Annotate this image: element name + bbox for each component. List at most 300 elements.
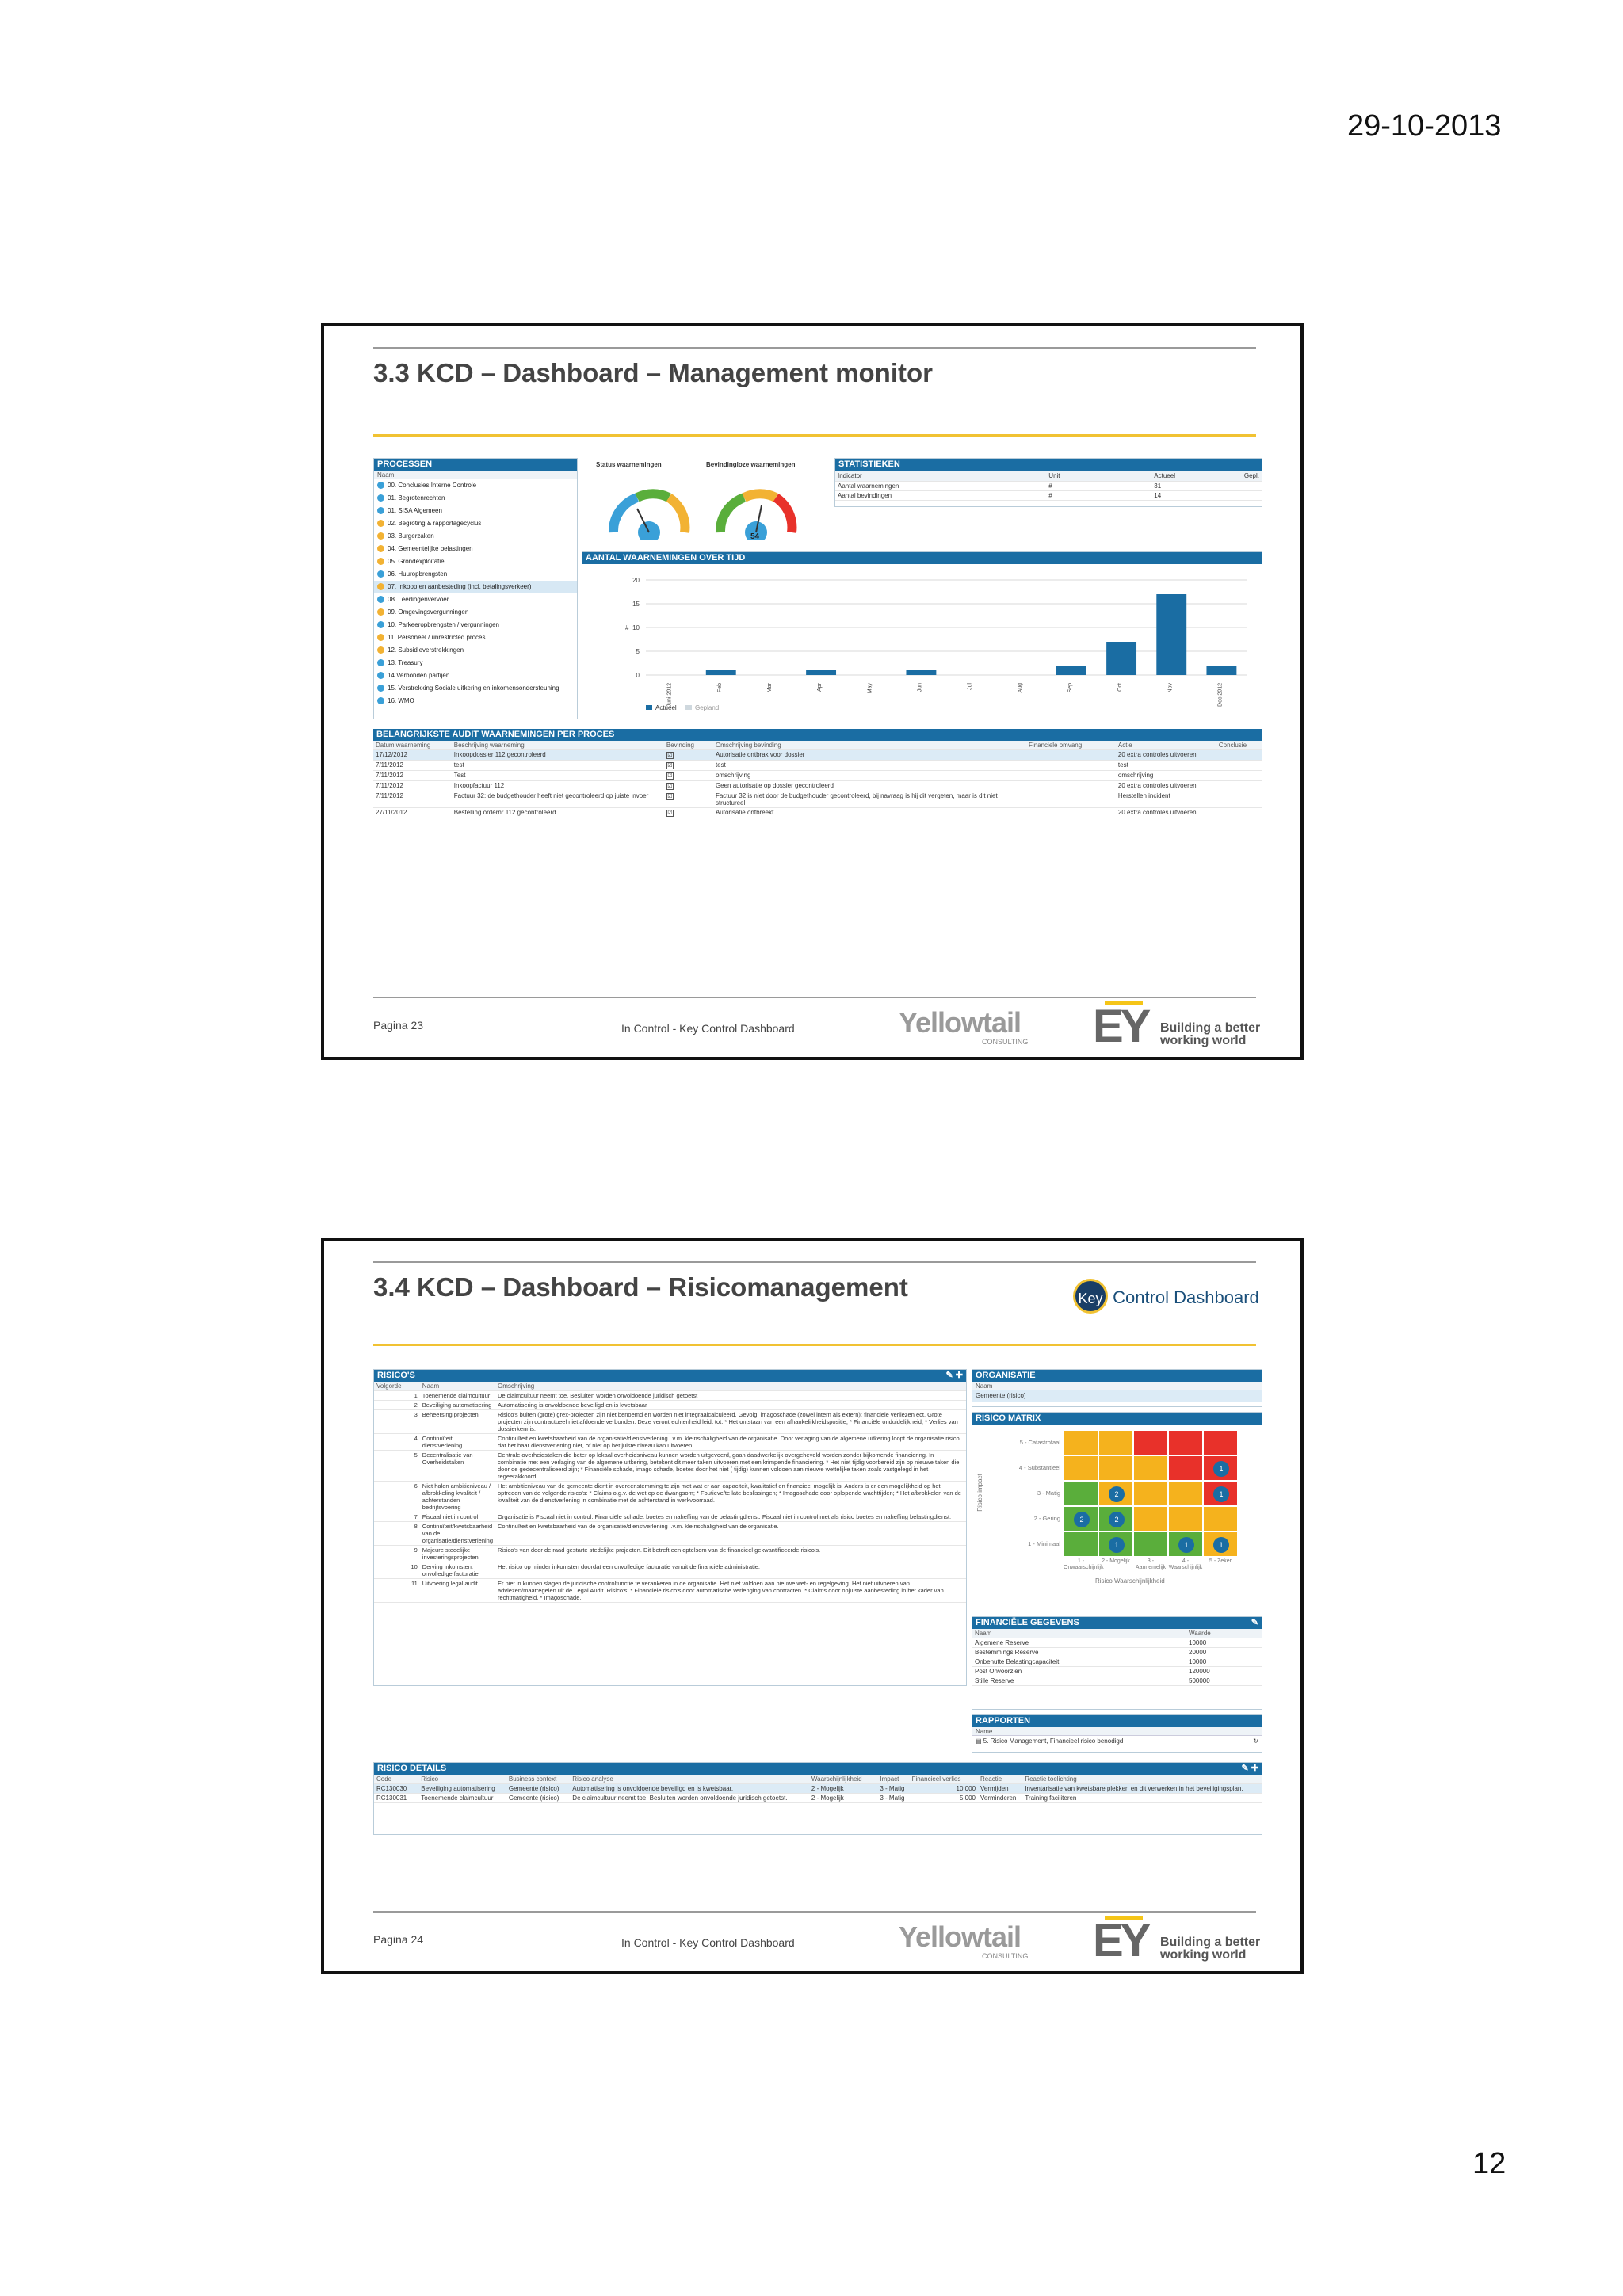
table-cell: 2 — [374, 1401, 420, 1410]
slide-management-monitor — [321, 323, 1304, 1060]
table-cell — [1216, 781, 1262, 791]
stat-col: Gepl. — [1242, 471, 1262, 482]
column-header[interactable]: Code — [374, 1775, 418, 1784]
column-header[interactable]: Beschrijving waarneming — [452, 741, 664, 750]
refresh-icon[interactable]: ↻ — [1253, 1737, 1258, 1745]
kcd-logo-key: Key — [1073, 1279, 1108, 1314]
column-header[interactable]: Naam — [420, 1382, 495, 1391]
table-row[interactable] — [972, 1657, 1262, 1667]
table-header-row — [972, 1629, 1262, 1638]
table-cell: omschrijving — [713, 771, 1026, 781]
bevinding-checkbox[interactable] — [664, 791, 713, 808]
column-header[interactable]: Reactie toelichting — [1022, 1775, 1262, 1784]
bar-actueel[interactable] — [1106, 642, 1136, 675]
table-cell: Beveiliging automatisering — [420, 1401, 495, 1410]
table-cell: RC130030 — [374, 1784, 418, 1794]
table-cell: Post Onvoorzien — [972, 1667, 1186, 1676]
processen-list — [374, 479, 577, 707]
edit-add-icon[interactable]: ✎ ✚ — [945, 1371, 963, 1380]
financiele-header-label: FINANCIËLE GEGEVENS — [976, 1618, 1079, 1627]
column-header[interactable]: Business context — [506, 1775, 570, 1784]
table-cell: Beheersing projecten — [420, 1410, 495, 1434]
y-tick-label: 0 — [636, 672, 640, 679]
table-row[interactable] — [374, 1512, 966, 1522]
table-cell: Uitvoering legal audit — [420, 1579, 495, 1603]
process-item-label: 10. Parkeeropbrengsten / vergunningen — [388, 621, 499, 628]
legend-gepland: Gepland — [695, 704, 720, 711]
table-cell: RC130031 — [374, 1794, 418, 1803]
status-dot-icon — [377, 532, 384, 540]
processen-header: PROCESSEN — [374, 459, 577, 471]
matrix-cell[interactable] — [1098, 1430, 1133, 1455]
matrix-cell[interactable] — [1133, 1506, 1168, 1531]
process-item[interactable] — [374, 568, 577, 581]
matrix-y-label: 1 - Minimaal — [1028, 1540, 1060, 1547]
status-dot-icon — [377, 583, 384, 590]
table-cell: test — [713, 761, 1026, 771]
process-item-label: 01. Begrotenrechten — [388, 494, 445, 502]
status-dot-icon — [377, 596, 384, 603]
risico-matrix — [972, 1425, 1262, 1611]
risk-count-badge[interactable]: 2 — [1074, 1512, 1090, 1527]
table-cell: 4 — [374, 1434, 420, 1451]
matrix-y-label: 2 - Gering — [1033, 1515, 1060, 1522]
ey-logo: EY — [1093, 1001, 1148, 1052]
details-header — [374, 1763, 1262, 1775]
table-cell — [1216, 771, 1262, 781]
x-tick-label: Dec 2012 — [1217, 683, 1224, 707]
column-header[interactable]: Financieel verlies — [910, 1775, 978, 1784]
status-dot-icon — [377, 672, 384, 679]
bar-actueel[interactable] — [806, 670, 836, 675]
process-item[interactable] — [374, 631, 577, 644]
table-cell: Het risico op minder inkomsten doordat een onvolledige facturatie vanuit de financiële administratie. — [495, 1562, 966, 1579]
bevinding-gauge-value: 54 — [750, 532, 760, 541]
process-item-label: 03. Burgerzaken — [388, 532, 434, 540]
table-row[interactable] — [374, 1522, 966, 1546]
status-dot-icon — [377, 646, 384, 654]
status-dot-icon — [377, 621, 384, 628]
table-cell: Het ambitieniveau van de gemeente dient in overeenstemming te zijn met wat er aan capaciteit, kwalitatief en financieel mogelijk is. Anders is er een mogelijkheid op het optreden van de volgende risico's: * Claims o.g.v. de wet op de dwangsom; * Foutieve/te late beslissingen; * Imagoschade door oplopende wachttijden; * Het afbrokkelen van de kwaliteit van de dienstverlening in combinatie met de achterstand in werkvoorraad. — [495, 1482, 966, 1512]
table-row[interactable] — [972, 1648, 1262, 1657]
x-tick-label: Nov — [1167, 683, 1174, 693]
process-item[interactable] — [374, 606, 577, 619]
risico-details-panel — [373, 1762, 1262, 1835]
table-row[interactable] — [835, 491, 1262, 501]
table-row[interactable] — [374, 1391, 966, 1401]
table-row[interactable] — [374, 1434, 966, 1451]
column-header[interactable]: Waarschijnlijkheid — [809, 1775, 877, 1784]
table-row[interactable] — [835, 482, 1262, 491]
table-cell: 2 - Mogelijk — [809, 1794, 877, 1803]
bevinding-gauge-label: Bevindingloze waarnemingen — [706, 461, 796, 468]
bar-actueel[interactable] — [706, 670, 736, 675]
table-cell: Inkoopdossier 112 gecontroleerd — [452, 750, 664, 761]
table-row[interactable] — [374, 1562, 966, 1579]
table-cell: 7/11/2012 — [373, 781, 452, 791]
status-dot-icon — [377, 520, 384, 527]
stat-cell: 14 — [1151, 491, 1242, 501]
process-item-label: 11. Personeel / unrestricted proces — [388, 634, 486, 641]
process-item[interactable] — [374, 543, 577, 555]
table-row[interactable] — [972, 1638, 1262, 1648]
table-cell: 20000 — [1186, 1648, 1262, 1657]
process-item[interactable] — [374, 657, 577, 669]
table-cell: 2 - Mogelijk — [809, 1784, 877, 1794]
process-item[interactable] — [374, 619, 577, 631]
yellowtail-sub: CONSULTING — [982, 1952, 1029, 1960]
slide-title: 3.4 KCD – Dashboard – Risicomanagement — [373, 1272, 908, 1302]
matrix-cell[interactable] — [1064, 1455, 1098, 1481]
table-cell — [1216, 761, 1262, 771]
process-item[interactable] — [374, 695, 577, 707]
matrix-cell[interactable] — [1064, 1531, 1098, 1557]
organisatie-col: Naam — [972, 1382, 1262, 1390]
kcd-logo-text: Control Dashboard — [1113, 1287, 1259, 1307]
column-header[interactable]: Bevinding — [664, 741, 713, 750]
table-row[interactable] — [373, 808, 1262, 818]
risk-count-badge[interactable]: 1 — [1109, 1537, 1125, 1553]
y-tick-label: 5 — [636, 648, 640, 655]
matrix-cell[interactable] — [1168, 1506, 1203, 1531]
table-row[interactable] — [972, 1676, 1262, 1686]
process-item[interactable] — [374, 555, 577, 568]
processen-col-naam[interactable]: Naam — [374, 471, 577, 479]
matrix-cell[interactable] — [1064, 1481, 1098, 1506]
matrix-cell[interactable] — [1168, 1430, 1203, 1455]
matrix-cell[interactable] — [1098, 1455, 1133, 1481]
table-cell — [1026, 771, 1116, 781]
table-cell: Er niet in kunnen slagen de juridische controlfunctie te verankeren in de organisatie. Het niet voldoen aan nieuwe wet- en regelgeving. Het niet uitvoeren van adviezen/maatregelen uit de Legal Audit. Risico's: * Financiële risico's door automatische verlenging van contracten. * Claims door onjuiste aanbesteding in het kader van rechtmatigheid. * Imagoschade. — [495, 1579, 966, 1603]
table-cell: 20 extra controles uitvoeren — [1116, 781, 1216, 791]
page-number: 12 — [1472, 2147, 1507, 2180]
footer-page: Pagina 23 — [373, 1019, 424, 1032]
process-item-label: 13. Treasury — [388, 659, 423, 666]
processen-panel — [373, 458, 578, 719]
risk-count-badge[interactable]: 2 — [1109, 1512, 1125, 1527]
matrix-cell[interactable] — [1098, 1481, 1133, 1506]
column-header[interactable]: Conclusie — [1216, 741, 1262, 750]
table-cell: 5 — [374, 1451, 420, 1482]
table-header-row — [374, 1775, 1262, 1784]
footer-center: In Control - Key Control Dashboard — [621, 1936, 795, 1949]
risicos-header-label: RISICO'S — [377, 1371, 415, 1380]
table-cell: Factuur 32: de budgethouder heeft niet gecontroleerd op juiste invoer — [452, 791, 664, 808]
checkbox-icon: ☑ — [667, 794, 673, 799]
ey-tagline-1: Building a better — [1160, 1936, 1261, 1949]
table-cell — [1216, 750, 1262, 761]
column-header[interactable]: Impact — [877, 1775, 909, 1784]
table-cell: 3 - Matig — [877, 1794, 909, 1803]
risicos-table — [374, 1382, 966, 1603]
risicos-panel — [373, 1369, 967, 1686]
rapport-item[interactable] — [972, 1736, 1262, 1747]
stat-cell — [1242, 491, 1262, 501]
table-row[interactable] — [374, 1546, 966, 1562]
ey-tagline-1: Building a better — [1160, 1021, 1261, 1035]
matrix-cell[interactable] — [1168, 1455, 1203, 1481]
table-cell: Factuur 32 is niet door de budgethouder gecontroleerd, bij navraag is hij dit vergeten, maar is dit niet structureel — [713, 791, 1026, 808]
y-tick-label: 20 — [632, 577, 640, 584]
table-cell: 9 — [374, 1546, 420, 1562]
process-item[interactable] — [374, 669, 577, 682]
table-cell: 120000 — [1186, 1667, 1262, 1676]
column-header[interactable]: Risico analyse — [570, 1775, 809, 1784]
table-cell: omschrijving — [1116, 771, 1216, 781]
table-row[interactable] — [374, 1482, 966, 1512]
table-cell — [1026, 761, 1116, 771]
matrix-y-label: 3 - Matig — [1037, 1489, 1060, 1497]
table-cell: Geen autorisatie op dossier gecontroleerd — [713, 781, 1026, 791]
table-cell: 7/11/2012 — [373, 771, 452, 781]
table-cell: Continuïteit/kwetsbaarheid van de organisatie/dienstverlening — [420, 1522, 495, 1546]
column-header[interactable]: Datum waarneming — [373, 741, 452, 750]
legend-swatch-gepland — [685, 705, 692, 710]
matrix-y-title: Risico impact — [976, 1474, 983, 1512]
process-item[interactable] — [374, 682, 577, 695]
organisatie-value[interactable]: Gemeente (risico) — [972, 1390, 1262, 1402]
status-dot-icon — [377, 608, 384, 616]
chart-panel — [582, 551, 1262, 719]
bevinding-gauge — [712, 477, 800, 540]
process-item[interactable] — [374, 505, 577, 517]
bar-actueel[interactable] — [906, 670, 936, 675]
table-cell: Niet halen ambitieniveau / afbrokkeling kwaliteit / achterstanden bedrijfsvoering — [420, 1482, 495, 1512]
table-cell: Beveiliging automatisering — [418, 1784, 506, 1794]
table-cell: 10 — [374, 1562, 420, 1579]
yellowtail-sub: CONSULTING — [982, 1038, 1029, 1046]
process-item[interactable] — [374, 593, 577, 606]
table-row[interactable] — [374, 1579, 966, 1603]
bar-actueel[interactable] — [1156, 594, 1186, 675]
column-header[interactable]: Volgorde — [374, 1382, 420, 1391]
rapporten-col: Name — [972, 1727, 1262, 1736]
risk-count-badge[interactable]: 1 — [1213, 1461, 1229, 1477]
column-header[interactable]: Omschrijving bevinding — [713, 741, 1026, 750]
yellowtail-logo: Yellowtail — [899, 1006, 1022, 1039]
matrix-cell[interactable] — [1133, 1455, 1168, 1481]
table-row[interactable] — [373, 781, 1262, 791]
stat-col: Actueel — [1151, 471, 1242, 482]
table-cell: Vermijden — [978, 1784, 1022, 1794]
y-tick-label: 10 — [632, 624, 640, 631]
column-header[interactable]: Naam — [972, 1629, 1186, 1638]
organisatie-header: ORGANISATIE — [972, 1370, 1262, 1382]
matrix-cell[interactable] — [1203, 1506, 1238, 1531]
matrix-cell[interactable] — [1098, 1531, 1133, 1557]
process-item[interactable] — [374, 644, 577, 657]
edit-add-icon[interactable]: ✎ ✚ — [1241, 1764, 1258, 1773]
table-cell: De claimcultuur neemt toe. Besluiten worden onvoldoende juridisch getoetst. — [570, 1794, 809, 1803]
status-dot-icon — [377, 685, 384, 692]
y-axis-label: # — [625, 624, 629, 631]
bevinding-checkbox[interactable] — [664, 781, 713, 791]
process-item-label: 06. Huuropbrengsten — [388, 570, 448, 578]
table-cell: Inventarisatie van kwetsbare plekken en dit verwerken in het beveiligingsplan. — [1022, 1784, 1262, 1794]
statistieken-table — [835, 471, 1262, 501]
table-row[interactable] — [373, 761, 1262, 771]
table-cell: Autorisatie ontbreekt — [713, 808, 1026, 818]
x-tick-label: Oct — [1117, 683, 1124, 692]
matrix-cell[interactable] — [1168, 1531, 1203, 1557]
table-row[interactable] — [374, 1784, 1262, 1794]
process-item-label: 05. Grondexploitatie — [388, 558, 445, 565]
column-header[interactable]: Reactie — [978, 1775, 1022, 1784]
table-cell: Automatisering is onvoldoende beveiligd en is kwetsbaar — [495, 1401, 966, 1410]
bevinding-checkbox[interactable] — [664, 750, 713, 761]
matrix-header: RISICO MATRIX — [972, 1413, 1262, 1425]
table-row[interactable] — [374, 1794, 1262, 1803]
table-cell: Stille Reserve — [972, 1676, 1186, 1686]
table-cell: 10.000 — [910, 1784, 978, 1794]
stat-col: Unit — [1046, 471, 1151, 482]
matrix-cell[interactable] — [1064, 1506, 1098, 1531]
table-row[interactable] — [373, 750, 1262, 761]
table-cell: 3 - Matig — [877, 1784, 909, 1794]
checkbox-icon: ☑ — [667, 784, 673, 789]
stat-cell: Aantal waarnemingen — [835, 482, 1046, 491]
process-item-label: 09. Omgevingsvergunningen — [388, 608, 469, 616]
bevinding-checkbox[interactable] — [664, 761, 713, 771]
matrix-cell[interactable] — [1203, 1481, 1238, 1506]
matrix-cell[interactable] — [1203, 1531, 1238, 1557]
slide-title: 3.3 KCD – Dashboard – Management monitor — [373, 358, 933, 387]
column-header[interactable]: Risico — [418, 1775, 506, 1784]
table-cell: Risico's van door de raad gestarte stedelijke projecten. Dit betreft een optelsom van de financieel gekwantificeerde risico's. — [495, 1546, 966, 1562]
x-tick-label: Aug — [1017, 683, 1023, 693]
table-cell: De claimcultuur neemt toe. Besluiten worden onvoldoende juridisch getoetst — [495, 1391, 966, 1401]
table-cell: test — [1116, 761, 1216, 771]
table-cell: Gemeente (risico) — [506, 1784, 570, 1794]
risk-count-badge[interactable]: 1 — [1213, 1537, 1229, 1553]
process-item-label: 04. Gemeentelijke belastingen — [388, 545, 473, 552]
table-cell: 10000 — [1186, 1657, 1262, 1667]
matrix-cell[interactable] — [1098, 1506, 1133, 1531]
risk-count-badge[interactable]: 1 — [1178, 1537, 1194, 1553]
status-dot-icon — [377, 634, 384, 641]
bevinding-checkbox[interactable] — [664, 808, 713, 818]
belangrijkste-panel — [373, 729, 1262, 864]
table-header-row — [374, 1382, 966, 1391]
process-item-label: 15. Verstrekking Sociale uitkering en inkomensondersteuning — [388, 685, 559, 692]
status-gauge-label: Status waarnemingen — [596, 461, 662, 468]
document-date: 29-10-2013 — [1347, 109, 1502, 143]
matrix-cell[interactable] — [1064, 1430, 1098, 1455]
details-header-label: RISICO DETAILS — [377, 1764, 447, 1773]
belangrijkste-header: BELANGRIJKSTE AUDIT WAARNEMINGEN PER PROCES — [373, 729, 1262, 741]
matrix-y-label: 4 - Substantieel — [1018, 1464, 1060, 1471]
table-cell: Centrale overheidstaken die beter op lokaal overheidsniveau kunnen worden uitgevoerd, gaan daadwerkelijk overgeheveld worden zonder bijkomende financiering. In combinatie met een verlaging van de algemene uitkering, betekent dit meer taken uitvoeren met een krimpende financiering. * Het niet tijdig voorbereid zijn op nieuwe taken die door de gedecentraliseerd zijn; * Financiële schade, imago schade, boetes door het niet ( tijdig) kunnen voldoen aan nieuwe wettelijke taken zoals vastgelegd in het regeerakkoord. — [495, 1451, 966, 1482]
table-cell: 10000 — [1186, 1638, 1262, 1648]
table-cell: Continuïteit en kwetsbaarheid van de organisatie/dienstverlening i.v.m. kleinschaligheid van de organisatie. — [495, 1522, 966, 1546]
table-cell: 3 — [374, 1410, 420, 1434]
table-cell: Bestemmings Reserve — [972, 1648, 1186, 1657]
ey-logo: EY — [1093, 1915, 1148, 1966]
process-item-label: 07. Inkoop en aanbesteding (incl. betalingsverkeer) — [388, 583, 532, 590]
y-tick-label: 15 — [632, 601, 640, 608]
statistieken-header: STATISTIEKEN — [835, 459, 1262, 471]
x-tick-label: Jun — [917, 683, 923, 692]
table-cell: Onbenutte Belastingcapaciteit — [972, 1657, 1186, 1667]
table-cell: Verminderen — [978, 1794, 1022, 1803]
stat-cell — [1242, 482, 1262, 491]
table-cell — [1026, 750, 1116, 761]
table-row[interactable] — [373, 791, 1262, 808]
risicos-header — [374, 1370, 966, 1382]
risk-count-badge[interactable]: 2 — [1109, 1486, 1125, 1502]
table-cell: 20 extra controles uitvoeren — [1116, 750, 1216, 761]
stat-cell: Aantal bevindingen — [835, 491, 1046, 501]
gold-rule — [373, 434, 1256, 437]
status-dot-icon — [377, 697, 384, 704]
matrix-x-label: 4 - Waarschijnlijk — [1168, 1558, 1203, 1570]
table-cell: 17/12/2012 — [373, 750, 452, 761]
yellowtail-logo: Yellowtail — [899, 1920, 1022, 1953]
matrix-x-label: 5 - Zeker — [1209, 1558, 1232, 1564]
table-cell: Risico's buiten (grote) grex-projecten zijn niet benoemd en worden niet integraalcalculeerd. Gevolg: imagoschade (zowel intern als extern); financiele verliezen ect. Grote projecten zijn contractueel niet afdoende verbonden. Deze verontrechtenheid leidt tot: * Het ontstaan van een afhankelijkheidspositie; * Financiële onduidelijkheid; * Verlies van dossierkennis. — [495, 1410, 966, 1434]
checkbox-icon: ☑ — [667, 810, 673, 816]
table-row[interactable] — [373, 771, 1262, 781]
column-header[interactable]: Waarde — [1186, 1629, 1262, 1638]
bevinding-checkbox[interactable] — [664, 771, 713, 781]
matrix-cell[interactable] — [1168, 1481, 1203, 1506]
x-tick-label: May — [867, 683, 873, 694]
edit-icon[interactable]: ✎ — [1251, 1618, 1258, 1627]
x-tick-label: Jul — [967, 683, 973, 690]
process-item[interactable] — [374, 581, 577, 593]
table-cell: Training faciliteren — [1022, 1794, 1262, 1803]
process-item-label: 12. Subsidieverstrekkingen — [388, 646, 464, 654]
risico-matrix-panel — [972, 1412, 1262, 1611]
ey-tagline — [1160, 1936, 1260, 1962]
x-tick-label: Juni 2012 — [666, 683, 673, 707]
x-tick-label: Mar — [766, 683, 773, 693]
bottom-rule — [373, 1911, 1256, 1913]
footer-page: Pagina 24 — [373, 1933, 424, 1946]
risk-count-badge[interactable]: 1 — [1213, 1486, 1229, 1502]
process-item[interactable] — [374, 530, 577, 543]
matrix-cell[interactable] — [1133, 1430, 1168, 1455]
financiele-header — [972, 1617, 1262, 1629]
matrix-cell[interactable] — [1203, 1455, 1238, 1481]
table-cell: 7/11/2012 — [373, 791, 452, 808]
table-cell: 7/11/2012 — [373, 761, 452, 771]
table-row[interactable] — [972, 1667, 1262, 1676]
matrix-cell[interactable] — [1133, 1531, 1168, 1557]
process-item[interactable] — [374, 492, 577, 505]
table-cell: 8 — [374, 1522, 420, 1546]
table-row[interactable] — [374, 1451, 966, 1482]
column-header[interactable]: Financiele omvang — [1026, 741, 1116, 750]
table-cell: Fiscaal niet in control — [420, 1512, 495, 1522]
bar-actueel[interactable] — [1206, 666, 1236, 675]
bar-actueel[interactable] — [1056, 666, 1086, 675]
table-cell — [1026, 781, 1116, 791]
process-item[interactable] — [374, 479, 577, 492]
x-tick-label: Sep — [1067, 683, 1073, 693]
process-item[interactable] — [374, 517, 577, 530]
matrix-cell[interactable] — [1203, 1430, 1238, 1455]
column-header[interactable]: Actie — [1116, 741, 1216, 750]
matrix-cell[interactable] — [1133, 1481, 1168, 1506]
process-item-label: 08. Leerlingenvervoer — [388, 596, 449, 603]
chart-header: AANTAL WAARNEMINGEN OVER TIJD — [582, 552, 1262, 564]
table-row[interactable] — [374, 1401, 966, 1410]
process-item-label: 01. SISA Algemeen — [388, 507, 442, 514]
column-header[interactable]: Omschrijving — [495, 1382, 966, 1391]
table-row[interactable] — [374, 1410, 966, 1434]
status-dot-icon — [377, 558, 384, 565]
